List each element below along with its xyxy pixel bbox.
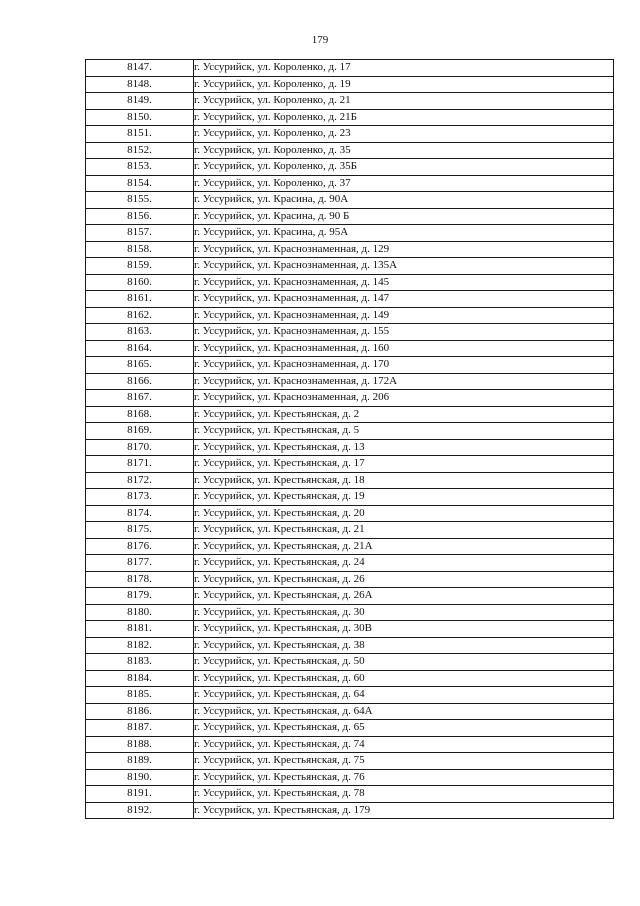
row-address: г. Уссурийск, ул. Крестьянская, д. 21А [194, 538, 614, 555]
row-number: 8174. [86, 505, 194, 522]
table-row [86, 60, 614, 77]
table-row [86, 489, 614, 506]
table-row [86, 654, 614, 671]
table-row [86, 538, 614, 555]
row-address: г. Уссурийск, ул. Крестьянская, д. 26 [194, 571, 614, 588]
table-row [86, 720, 614, 737]
row-number: 8172. [86, 472, 194, 489]
row-number: 8155. [86, 192, 194, 209]
table-row [86, 571, 614, 588]
table-row [86, 159, 614, 176]
row-number: 8192. [86, 802, 194, 819]
row-number: 8166. [86, 373, 194, 390]
row-address: г. Уссурийск, ул. Краснознаменная, д. 206 [194, 390, 614, 407]
row-number: 8188. [86, 736, 194, 753]
row-address: г. Уссурийск, ул. Краснознаменная, д. 155 [194, 324, 614, 341]
row-number: 8158. [86, 241, 194, 258]
table-row [86, 390, 614, 407]
table-row [86, 175, 614, 192]
row-address: г. Уссурийск, ул. Крестьянская, д. 18 [194, 472, 614, 489]
row-address: г. Уссурийск, ул. Крестьянская, д. 19 [194, 489, 614, 506]
row-number: 8149. [86, 93, 194, 110]
row-address: г. Уссурийск, ул. Короленко, д. 35 [194, 142, 614, 159]
page-number: 179 [311, 34, 329, 46]
table-row [86, 555, 614, 572]
row-number: 8160. [86, 274, 194, 291]
row-address: г. Уссурийск, ул. Короленко, д. 17 [194, 60, 614, 77]
table-row [86, 423, 614, 440]
row-number: 8186. [86, 703, 194, 720]
row-address: г. Уссурийск, ул. Крестьянская, д. 17 [194, 456, 614, 473]
row-number: 8162. [86, 307, 194, 324]
row-number: 8168. [86, 406, 194, 423]
table-row [86, 736, 614, 753]
row-address: г. Уссурийск, ул. Короленко, д. 21Б [194, 109, 614, 126]
row-address: г. Уссурийск, ул. Крестьянская, д. 30 [194, 604, 614, 621]
row-address: г. Уссурийск, ул. Крестьянская, д. 5 [194, 423, 614, 440]
table-row [86, 225, 614, 242]
row-address: г. Уссурийск, ул. Краснознаменная, д. 160 [194, 340, 614, 357]
row-number: 8185. [86, 687, 194, 704]
row-address: г. Уссурийск, ул. Короленко, д. 35Б [194, 159, 614, 176]
row-address: г. Уссурийск, ул. Крестьянская, д. 13 [194, 439, 614, 456]
row-address: г. Уссурийск, ул. Крестьянская, д. 60 [194, 670, 614, 687]
row-address: г. Уссурийск, ул. Красина, д. 95А [194, 225, 614, 242]
table-row [86, 472, 614, 489]
row-number: 8154. [86, 175, 194, 192]
row-address: г. Уссурийск, ул. Краснознаменная, д. 172А [194, 373, 614, 390]
address-table [85, 59, 614, 819]
row-address: г. Уссурийск, ул. Крестьянская, д. 75 [194, 753, 614, 770]
row-address: г. Уссурийск, ул. Красина, д. 90 Б [194, 208, 614, 225]
row-number: 8180. [86, 604, 194, 621]
table-row [86, 687, 614, 704]
row-number: 8152. [86, 142, 194, 159]
table-row [86, 786, 614, 803]
table-row [86, 604, 614, 621]
table-row [86, 142, 614, 159]
row-address: г. Уссурийск, ул. Крестьянская, д. 24 [194, 555, 614, 572]
table-row [86, 456, 614, 473]
row-address: г. Уссурийск, ул. Крестьянская, д. 74 [194, 736, 614, 753]
table-row [86, 324, 614, 341]
table-row [86, 373, 614, 390]
row-number: 8148. [86, 76, 194, 93]
row-number: 8191. [86, 786, 194, 803]
row-number: 8153. [86, 159, 194, 176]
row-number: 8171. [86, 456, 194, 473]
table-row [86, 406, 614, 423]
row-number: 8189. [86, 753, 194, 770]
row-address: г. Уссурийск, ул. Крестьянская, д. 76 [194, 769, 614, 786]
row-address: г. Уссурийск, ул. Краснознаменная, д. 170 [194, 357, 614, 374]
row-address: г. Уссурийск, ул. Красина, д. 90А [194, 192, 614, 209]
row-address: г. Уссурийск, ул. Крестьянская, д. 38 [194, 637, 614, 654]
row-address: г. Уссурийск, ул. Краснознаменная, д. 135А [194, 258, 614, 275]
table-row [86, 357, 614, 374]
row-address: г. Уссурийск, ул. Крестьянская, д. 21 [194, 522, 614, 539]
row-number: 8169. [86, 423, 194, 440]
row-number: 8181. [86, 621, 194, 638]
table-row [86, 307, 614, 324]
address-table-body [86, 60, 614, 819]
row-number: 8150. [86, 109, 194, 126]
row-number: 8187. [86, 720, 194, 737]
row-number: 8151. [86, 126, 194, 143]
row-address: г. Уссурийск, ул. Крестьянская, д. 65 [194, 720, 614, 737]
row-number: 8173. [86, 489, 194, 506]
table-row [86, 769, 614, 786]
row-number: 8178. [86, 571, 194, 588]
row-address: г. Уссурийск, ул. Крестьянская, д. 20 [194, 505, 614, 522]
row-address: г. Уссурийск, ул. Крестьянская, д. 50 [194, 654, 614, 671]
row-number: 8190. [86, 769, 194, 786]
row-number: 8184. [86, 670, 194, 687]
row-number: 8182. [86, 637, 194, 654]
row-address: г. Уссурийск, ул. Краснознаменная, д. 147 [194, 291, 614, 308]
table-row [86, 621, 614, 638]
row-number: 8177. [86, 555, 194, 572]
row-number: 8157. [86, 225, 194, 242]
table-row [86, 76, 614, 93]
row-number: 8164. [86, 340, 194, 357]
row-address: г. Уссурийск, ул. Крестьянская, д. 179 [194, 802, 614, 819]
row-address: г. Уссурийск, ул. Короленко, д. 23 [194, 126, 614, 143]
row-address: г. Уссурийск, ул. Крестьянская, д. 26А [194, 588, 614, 605]
table-row [86, 93, 614, 110]
row-number: 8161. [86, 291, 194, 308]
table-row [86, 505, 614, 522]
row-number: 8183. [86, 654, 194, 671]
row-number: 8175. [86, 522, 194, 539]
row-number: 8165. [86, 357, 194, 374]
row-number: 8156. [86, 208, 194, 225]
row-address: г. Уссурийск, ул. Крестьянская, д. 30В [194, 621, 614, 638]
table-row [86, 192, 614, 209]
table-row [86, 340, 614, 357]
table-row [86, 241, 614, 258]
row-number: 8179. [86, 588, 194, 605]
table-row [86, 753, 614, 770]
row-number: 8176. [86, 538, 194, 555]
row-address: г. Уссурийск, ул. Короленко, д. 37 [194, 175, 614, 192]
table-row [86, 637, 614, 654]
table-row [86, 703, 614, 720]
row-address: г. Уссурийск, ул. Короленко, д. 19 [194, 76, 614, 93]
table-row [86, 670, 614, 687]
row-number: 8163. [86, 324, 194, 341]
table-row [86, 588, 614, 605]
row-address: г. Уссурийск, ул. Короленко, д. 21 [194, 93, 614, 110]
row-number: 8147. [86, 60, 194, 77]
table-row [86, 208, 614, 225]
table-row [86, 258, 614, 275]
table-row [86, 274, 614, 291]
row-address: г. Уссурийск, ул. Крестьянская, д. 2 [194, 406, 614, 423]
row-number: 8159. [86, 258, 194, 275]
table-row [86, 291, 614, 308]
table-row [86, 126, 614, 143]
row-address: г. Уссурийск, ул. Крестьянская, д. 64 [194, 687, 614, 704]
table-row [86, 109, 614, 126]
row-number: 8170. [86, 439, 194, 456]
row-address: г. Уссурийск, ул. Краснознаменная, д. 149 [194, 307, 614, 324]
row-address: г. Уссурийск, ул. Краснознаменная, д. 145 [194, 274, 614, 291]
row-number: 8167. [86, 390, 194, 407]
table-row [86, 439, 614, 456]
row-address: г. Уссурийск, ул. Крестьянская, д. 64А [194, 703, 614, 720]
row-address: г. Уссурийск, ул. Крестьянская, д. 78 [194, 786, 614, 803]
table-row [86, 522, 614, 539]
table-row [86, 802, 614, 819]
row-address: г. Уссурийск, ул. Краснознаменная, д. 129 [194, 241, 614, 258]
